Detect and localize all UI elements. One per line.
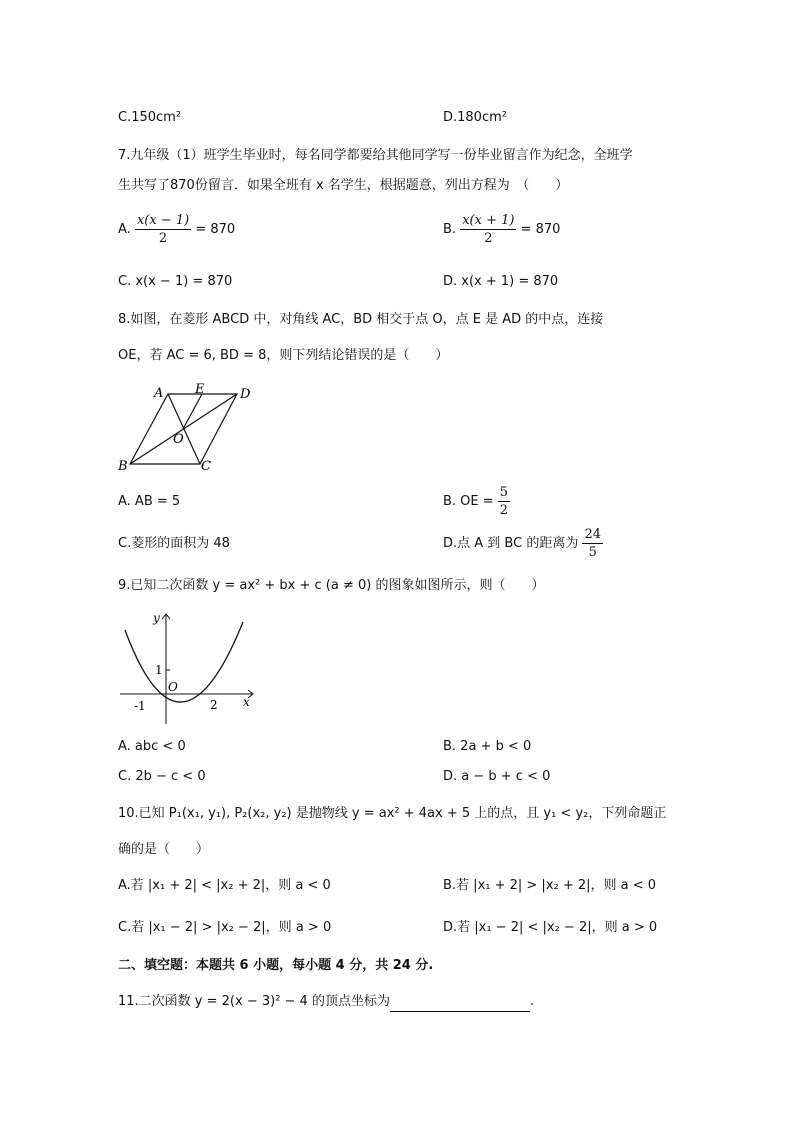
label-e: E [195,382,205,397]
q8-option-c: C.菱形的面积为 48 [118,536,230,551]
option-label: B. OE = [443,494,494,509]
denominator: 2 [158,231,168,246]
q9-option-c: C. 2b − c < 0 [118,769,206,784]
x-tick-label-2: 2 [210,698,218,712]
q8-option-b [443,484,510,519]
q9-stem-line1: 9.已知二次函数 y = ax² + bx + c (a ≠ 0) 的图象如图所示，则（ ） [118,578,545,593]
label-o: O [173,432,184,447]
q7-option-a [118,212,235,247]
section-heading: 二、填空题：本题共 6 小题，每小题 4 分，共 24 分. [118,958,434,973]
q7-stem-line1: 7.九年级（1）班学生毕业时，每名同学都要给其他同学写一份毕业留言作为纪念，全班学 [118,148,633,163]
q10-option-c: C.若 |x₁ − 2| > |x₂ − 2|，则 a > 0 [118,920,332,935]
origin-label: O [168,680,178,694]
q9-option-b: B. 2a + b < 0 [443,739,532,754]
denominator: 2 [499,503,509,518]
q7-stem-line2: 生共写了870份留言．如果全班有 x 名学生，根据题意，列出方程为 （ ） [118,178,569,193]
q11-prefix: 11.二次函数 y = 2(x − 3)² − 4 的顶点坐标为 [118,994,390,1009]
fraction [582,526,603,561]
q8-stem-line2: OE，若 AC = 6, BD = 8，则下列结论错误的是（ ） [118,348,449,363]
q9-option-a: A. abc < 0 [118,739,186,754]
option-label: D.点 A 到 BC 的距离为 [443,536,579,551]
q10-option-b: B.若 |x₁ + 2| > |x₂ + 2|，则 a < 0 [443,878,657,893]
x-tick-label-neg1: -1 [134,699,146,713]
numerator: 24 [584,527,602,542]
label-c: C [201,459,211,474]
rhombus-figure [112,378,262,478]
q7-option-c: C. x(x − 1) = 870 [118,274,233,289]
denominator: 5 [588,545,597,560]
label-b: B [118,459,128,474]
parabola-graph [115,608,265,728]
numerator: 5 [499,485,509,500]
q10-stem-line2: 确的是（ ） [118,842,210,857]
q7-option-b [443,212,560,247]
denominator: 2 [484,231,493,246]
label-a: A [154,386,164,401]
numerator: x(x − 1) [136,213,190,228]
fraction [498,484,510,519]
q11 [118,992,534,1012]
parabola-curve [125,622,243,702]
q10-option-a: A.若 |x₁ + 2| < |x₂ + 2|，则 a < 0 [118,878,331,893]
option-label: A. [118,222,131,237]
q11-suffix: . [529,994,535,1009]
q6-option-d: D.180cm² [443,110,507,125]
q8-option-d [443,526,603,561]
fraction [135,212,191,247]
y-tick-label-1: 1 [155,663,163,677]
q8-stem-line1: 8.如图，在菱形 ABCD 中，对角线 AC，BD 相交于点 O，点 E 是 AD 的中点，连接 [118,312,604,327]
answer-blank[interactable] [390,997,530,1012]
q8-option-a: A. AB = 5 [118,494,181,509]
q6-option-c: C.150cm² [118,110,182,125]
q10-stem-line1: 10.已知 P₁(x₁, y₁), P₂(x₂, y₂) 是抛物线 y = ax² + 4ax + 5 上的点，且 y₁ < y₂，下列命题正 [118,806,667,821]
numerator: x(x + 1) [462,213,515,228]
q9-option-d: D. a − b + c < 0 [443,769,551,784]
option-label: B. [443,222,457,237]
q10-option-d: D.若 |x₁ − 2| < |x₂ − 2|，则 a > 0 [443,920,658,935]
equation-rhs: = 870 [520,222,561,237]
q7-option-d: D. x(x + 1) = 870 [443,274,559,289]
x-axis-label: x [243,695,250,709]
fraction [460,212,516,247]
equation-rhs: = 870 [195,222,236,237]
label-d: D [240,387,251,402]
y-axis-label: y [153,611,160,625]
